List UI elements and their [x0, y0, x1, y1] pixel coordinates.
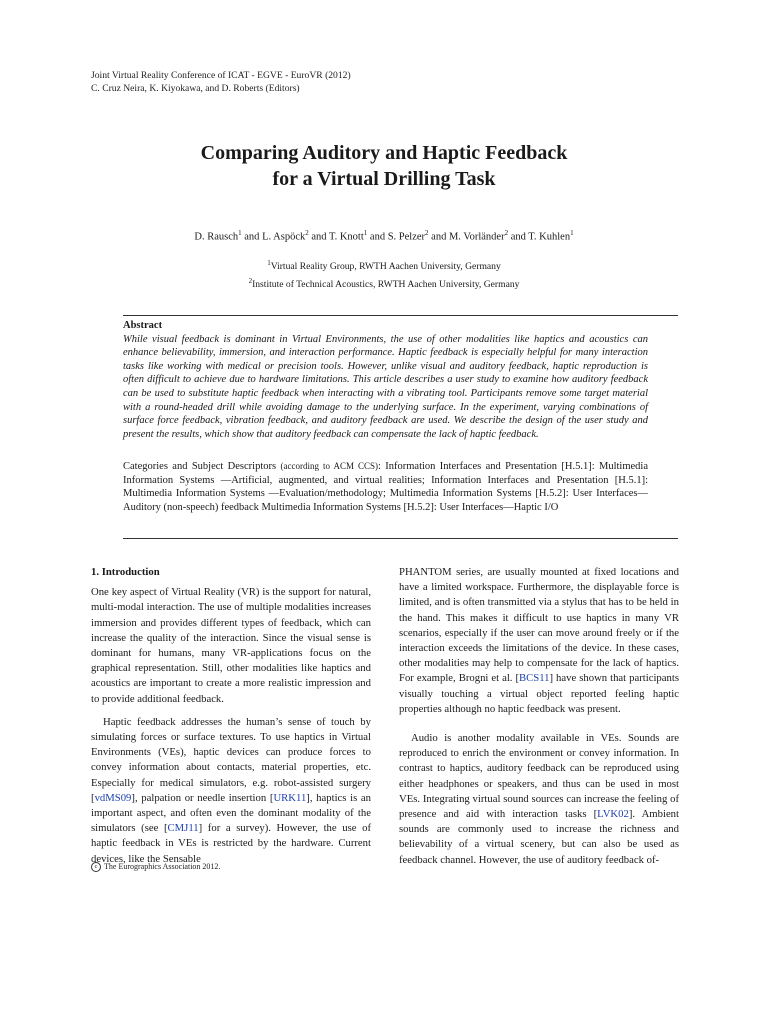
author-affil-marker: 1 [238, 229, 242, 237]
author-separator: and [428, 231, 449, 243]
abstract-block [123, 319, 648, 441]
paragraph [399, 565, 679, 717]
author-name: S. Pelzer [387, 231, 426, 243]
affiliations [0, 256, 768, 292]
author-list [0, 229, 768, 243]
citation-link[interactable]: URK11 [273, 791, 307, 804]
author-name: D. Rausch [194, 231, 239, 243]
citation-link[interactable]: CMJ11 [167, 822, 199, 835]
affiliation-2 [0, 274, 768, 292]
abstract-heading: Abstract [123, 320, 163, 331]
ccs-descriptors [123, 460, 648, 514]
left-column [91, 565, 371, 867]
ccs-text: : Information Interfaces and Presentation [H.5.1]: Multimedia Information Systems —Artificial, augmented, and virtual realities; Information Interfaces and Presentation [H.5.1]: Multimedia Information Systems —Evaluation/methodology; Multimedia Information Systems [H.5.2]: User Interfaces—Auditory (non-speech) feedback Multimedia Information Systems [H.5.2]: User Interfaces—Haptic I/O [123, 461, 648, 513]
abstract-bottom-rule [123, 538, 678, 539]
author-separator: and [308, 231, 329, 243]
affiliation-marker: 1 [267, 259, 271, 267]
copyright-text: The Eurographics Association 2012. [104, 862, 221, 871]
title-line-2: for a Virtual Drilling Task [272, 168, 496, 190]
paragraph-text: PHANTOM series, are usually mounted at fixed locations and have a limited workspace. Furthermore, the displayable force is limited, and is often transmitted via a stylus that has to be held in the hand. This makes it difficult to use haptics in many VR scenarios, especially if the user can move around freely or if the interaction exceeds the limitations of the device. In these cases, other modalities may help to compensate for the lack of haptics. For example, Brogni et al. [ [399, 566, 679, 685]
citation-link[interactable]: vdMS09 [94, 791, 132, 804]
author-affil-marker: 2 [305, 229, 309, 237]
author-name: T. Kuhlen [528, 231, 571, 243]
paper-title [0, 140, 768, 192]
conference-line: Joint Virtual Reality Conference of ICAT - EGVE - EuroVR (2012) [91, 70, 351, 81]
paragraph-text: ], haptics is an important aspect, and often even the dominant modality of the simulators (see [ [91, 791, 371, 835]
author-affil-marker: 2 [504, 229, 509, 237]
paragraph-text: ]. Ambient sounds are commonly used to increase the richness and believability of a virtual scenery, but can also be used as feedback channel. However, the use of auditory feedback of- [399, 808, 679, 866]
author-affil-marker: 2 [425, 229, 429, 237]
abstract-text: While visual feedback is dominant in Virtual Environments, the use of other modalities like haptics and acoustics can enhance believability, immersion, and interaction performance. Haptic feedback is especially helpful for many interaction tasks like working with medical or precision tools. However, unlike visual and auditory feedback, haptic reproduction is often difficult to achieve due to hardware limitations. This article describes a user study to examine how auditory feedback can be used to substitute haptic feedback when interacting with a vibrating tool. Participants remove some target material with a round-headed drill while avoiding damage to the underlying surface. In the experiment, varying combinations of surface force feedback, vibration feedback, and auditory feedback are used. We describe the design of the user study and present the results, which show that auditory feedback can compensate the lack of haptic feedback. [123, 333, 648, 440]
affiliation-1 [0, 256, 768, 274]
editors-line: C. Cruz Neira, K. Kiyokawa, and D. Roberts (Editors) [91, 83, 300, 94]
paragraph: One key aspect of Virtual Reality (VR) is the support for natural, multi-modal interaction. The use of multiple modalities increases immersion and provides different types of feedback, which can increase the quality of the interaction. Since the visual sense is dominant for humans, many VR-applications focus on the graphical representation. Still, other modalities like haptics and acoustics are important to create a more realistic impression and to provide additional feedback. [91, 586, 371, 705]
affiliation-text: Virtual Reality Group, RWTH Aachen University, Germany [270, 261, 501, 273]
section-heading: 1. Introduction [91, 566, 160, 578]
paragraph-text: Haptic feedback addresses the human’s sense of touch by simulating forces or surface textures. To use haptics in Virtual Environments (VEs), haptic devices can produce forces to convey information about contacts, material properties, etc. Especially for medical simulators, e.g. robot-assisted surgery [ [91, 715, 371, 804]
title-line-1: Comparing Auditory and Haptic Feedback [200, 142, 568, 164]
ccs-note: (according to ACM CCS) [280, 461, 378, 471]
paragraph [91, 715, 371, 867]
abstract-top-rule [123, 315, 678, 316]
paragraph-text: Audio is another modality available in VEs. Sounds are reproduced to enrich the environment or convey information. In contrast to haptics, auditory feedback can be reproduced using either headphones or speakers, and thus can be used in most VEs. Integrating virtual sound sources can increase the feeling of presence and aid with interaction tasks [ [399, 732, 679, 821]
paragraph-text: ] have shown that participants visually touching a virtual object reported feeling haptic properties although no haptic feedback was present. [399, 672, 679, 715]
right-column [399, 565, 679, 868]
author-name: T. Knott [328, 231, 364, 243]
affiliation-text: Institute of Technical Acoustics, RWTH Aachen University, Germany [252, 279, 520, 291]
citation-link[interactable]: LVK02 [597, 808, 629, 821]
affiliation-marker: 2 [248, 277, 253, 286]
author-separator: and [367, 231, 388, 243]
copyright-footer [91, 862, 220, 872]
ccs-label: Categories and Subject Descriptors [123, 461, 277, 472]
author-separator: and [508, 231, 529, 243]
author-separator: and [241, 231, 263, 243]
conference-header [91, 69, 351, 95]
paragraph [399, 731, 679, 868]
paragraph-text: ] for a survey). However, the use of haptic feedback in VEs is restricted by the hardware. Current devices, like the Sensable [91, 822, 372, 865]
author-affil-marker: 1 [363, 229, 368, 237]
author-name: M. Vorländer [448, 231, 505, 243]
author-name: L. Aspöck [262, 231, 306, 243]
paragraph-text: ], palpation or needle insertion [ [131, 791, 274, 804]
copyright-icon: c [91, 862, 101, 872]
citation-link[interactable]: BCS11 [519, 672, 550, 685]
author-affil-marker: 1 [570, 229, 574, 237]
